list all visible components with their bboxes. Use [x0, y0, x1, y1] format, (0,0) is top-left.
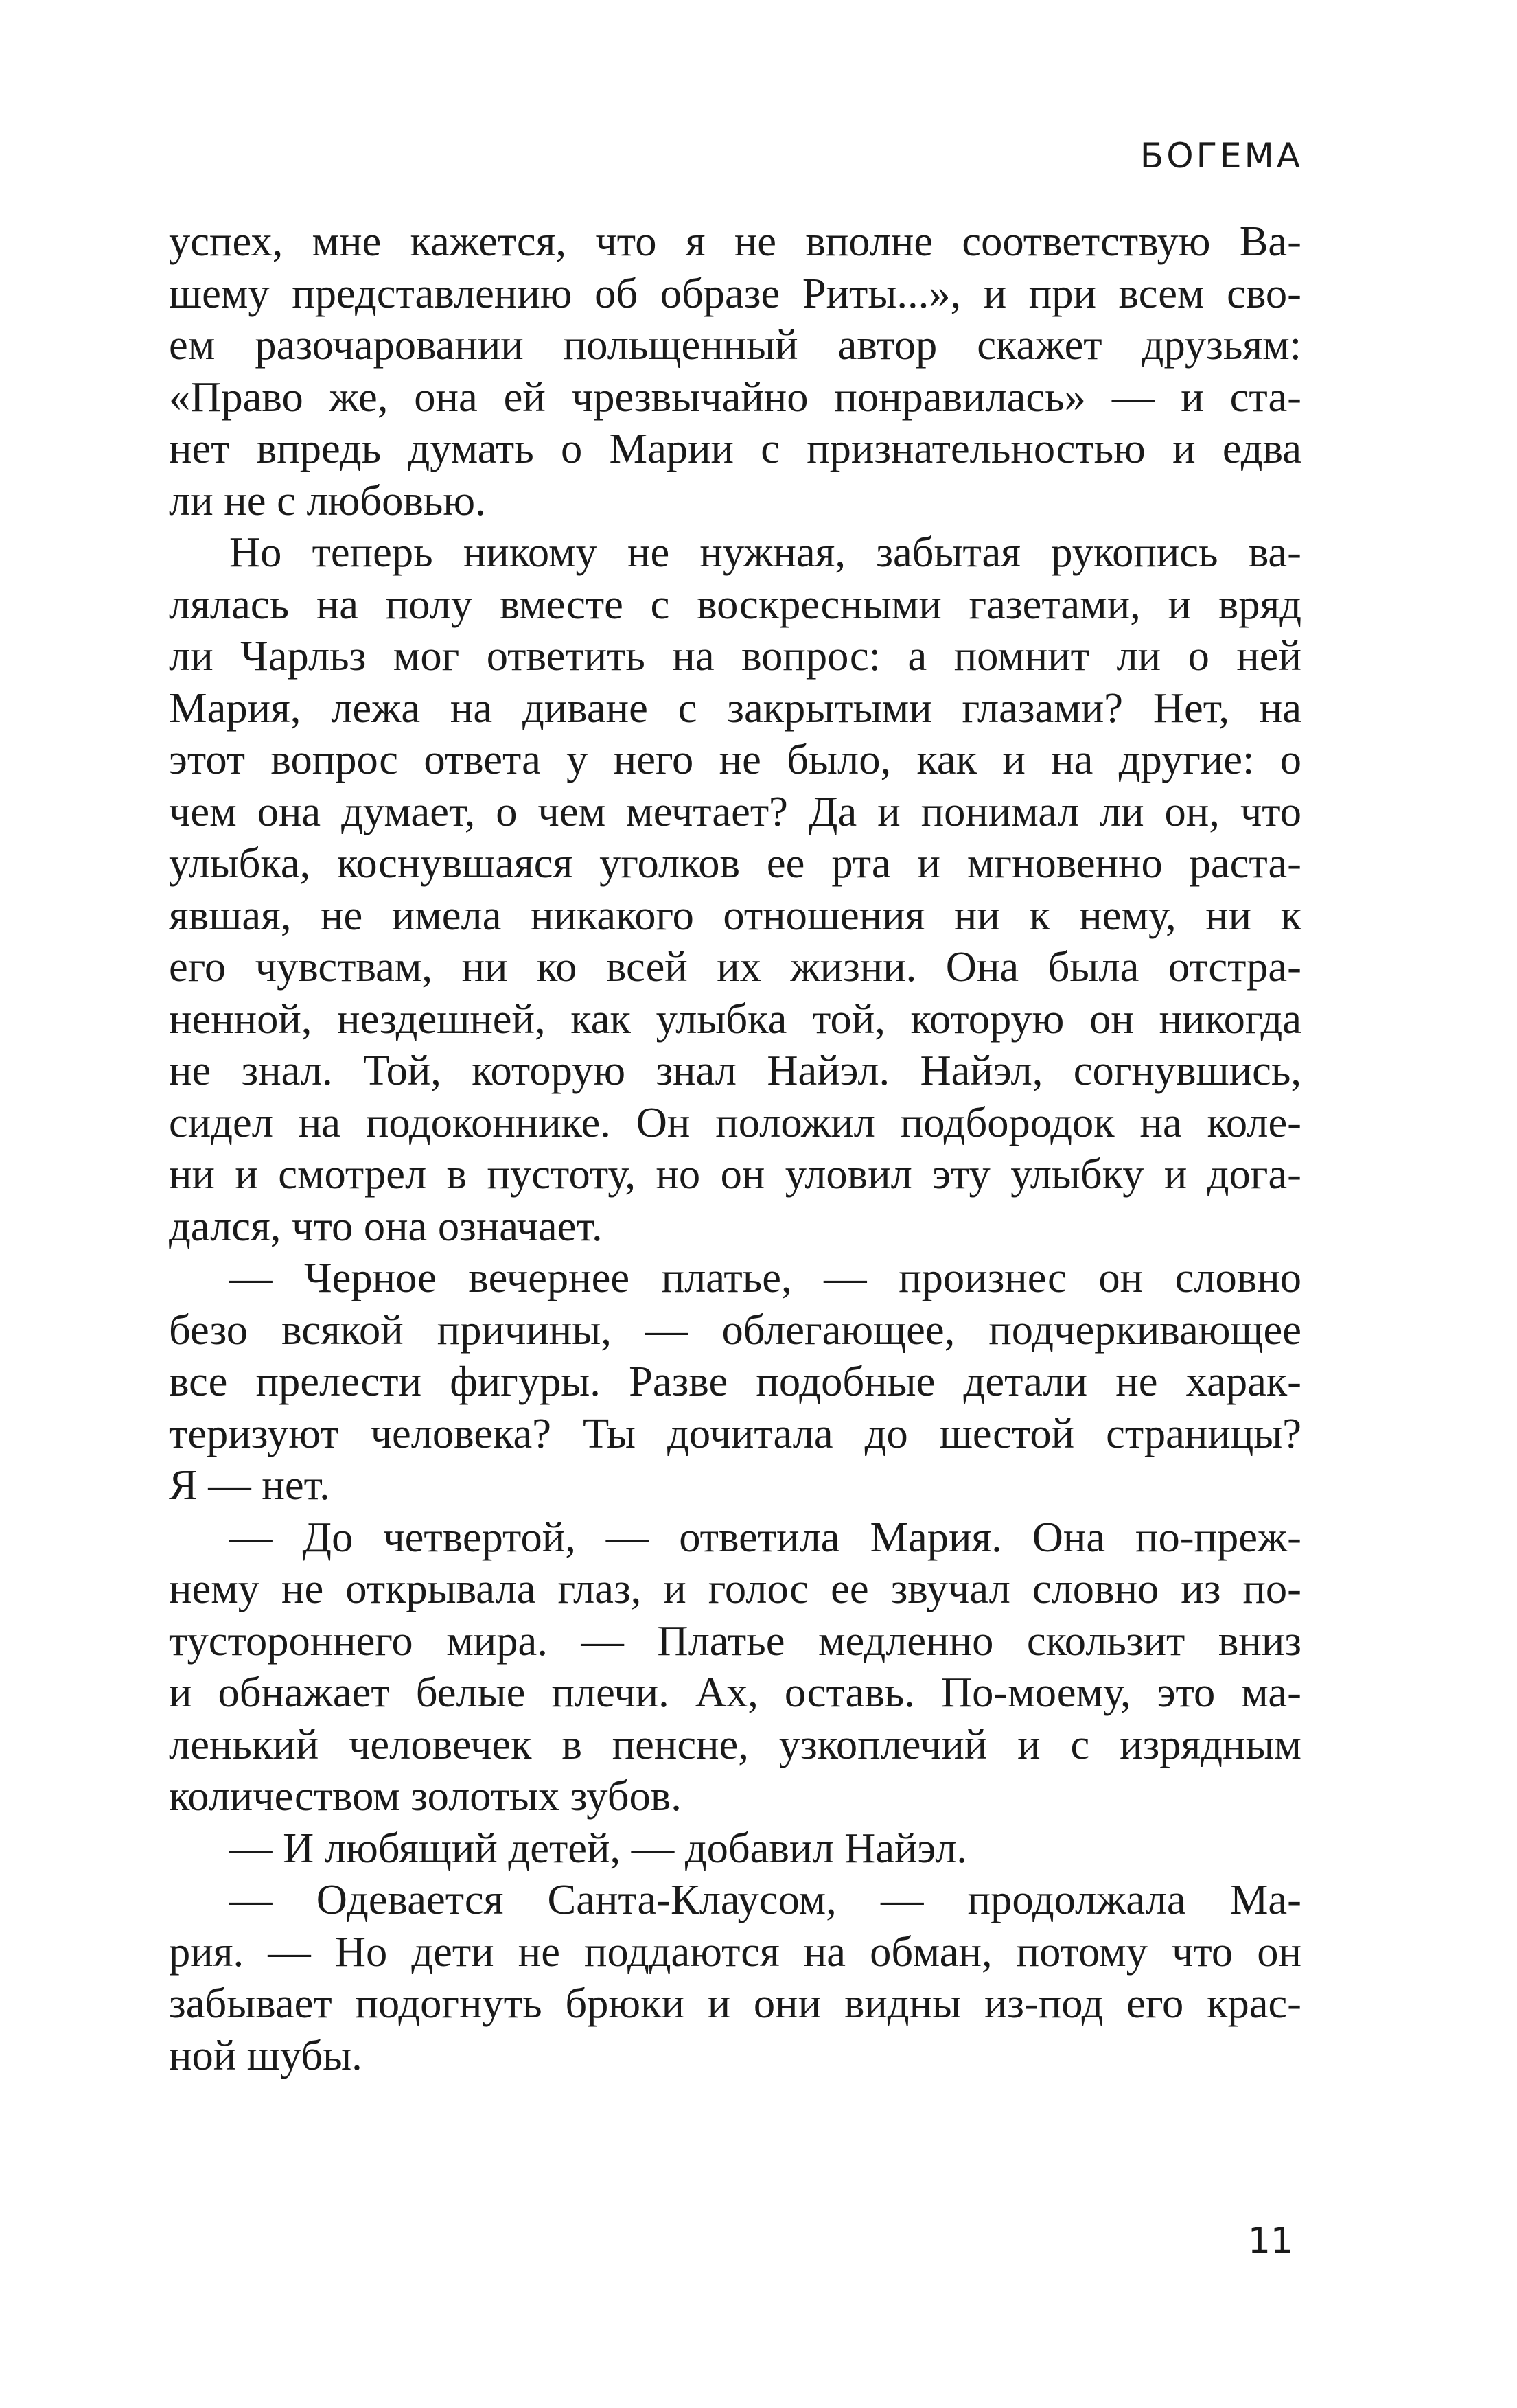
text-line: явшая, не имела никакого отношения ни к нему, ни к — [169, 890, 1301, 939]
page-number: 11 — [1247, 2221, 1293, 2262]
text-line: — До четвертой, — ответила Мария. Она по-преж- — [229, 1512, 1301, 1561]
text-line: рия. — Но дети не поддаются на обман, потому что он — [169, 1927, 1301, 1976]
text-line: не знал. Той, которую знал Найэл. Найэл, согнувшись, — [169, 1046, 1301, 1094]
text-line: — Черное вечернее платье, — произнес он словно — [229, 1253, 1301, 1301]
text-line: ем разочаровании польщенный автор скажет друзьям: — [169, 321, 1301, 369]
text-line: Мария, лежа на диване с закрытыми глазами? Нет, на — [169, 683, 1301, 732]
text-line: этот вопрос ответа у него не было, как и на другие: о — [169, 735, 1301, 783]
text-line: — И любящий детей, — добавил Найэл. — [229, 1823, 968, 1872]
text-line: нему не открывала глаз, и голос ее звучал словно из по- — [169, 1564, 1301, 1612]
text-line: все прелести фигуры. Разве подобные детали не харак- — [169, 1357, 1301, 1405]
text-line: улыбка, коснувшаяся уголков ее рта и мгновенно раста- — [169, 839, 1301, 887]
text-line: шему представлению об образе Риты...», и при всем сво- — [169, 268, 1301, 317]
text-line: ной шубы. — [169, 2030, 362, 2079]
running-head: БОГЕМА — [1139, 136, 1303, 176]
text-line: — Одевается Санта-Клаусом, — продолжала Ма- — [229, 1875, 1301, 1923]
text-line: безо всякой причины, — облегающее, подчеркивающее — [169, 1305, 1301, 1354]
text-line: теризуют человека? Ты дочитала до шестой страницы? — [169, 1409, 1301, 1457]
text-line: сидел на подоконнике. Он положил подбородок на коле- — [169, 1098, 1301, 1146]
body-text — [169, 216, 1301, 2081]
text-line: лялась на полу вместе с воскресными газетами, и вряд — [169, 579, 1301, 628]
text-line: количеством золотых зубов. — [169, 1772, 682, 1820]
text-line: Я — нет. — [169, 1461, 330, 1509]
text-line: Но теперь никому не нужная, забытая рукопись ва- — [229, 528, 1301, 576]
text-line: ли Чарльз мог ответить на вопрос: а помнит ли о ней — [169, 632, 1301, 680]
text-line: ни и смотрел в пустоту, но он уловил эту улыбку и дога- — [169, 1150, 1301, 1198]
text-line: тустороннего мира. — Платье медленно скользит вниз — [169, 1616, 1301, 1665]
text-line: нет впредь думать о Марии с признательностью и едва — [169, 424, 1301, 472]
text-line: дался, что она означает. — [169, 1201, 603, 1250]
text-line: чем она думает, о чем мечтает? Да и понимал ли он, что — [169, 787, 1301, 835]
text-line: и обнажает белые плечи. Ах, оставь. По-моему, это ма- — [169, 1668, 1301, 1716]
text-line: «Право же, она ей чрезвычайно понравилась» — и ста- — [169, 372, 1301, 421]
text-line: ленький человечек в пенсне, узкоплечий и с изрядным — [169, 1720, 1301, 1768]
text-line: ненной, нездешней, как улыбка той, которую он никогда — [169, 994, 1301, 1043]
text-line: успех, мне кажется, что я не вполне соответствую Ва- — [169, 217, 1301, 265]
text-line: его чувствам, ни ко всей их жизни. Она была отстра- — [169, 942, 1301, 991]
text-line: забывает подогнуть брюки и они видны из-под его крас- — [169, 1979, 1301, 2027]
text-line: ли не с любовью. — [169, 476, 486, 524]
